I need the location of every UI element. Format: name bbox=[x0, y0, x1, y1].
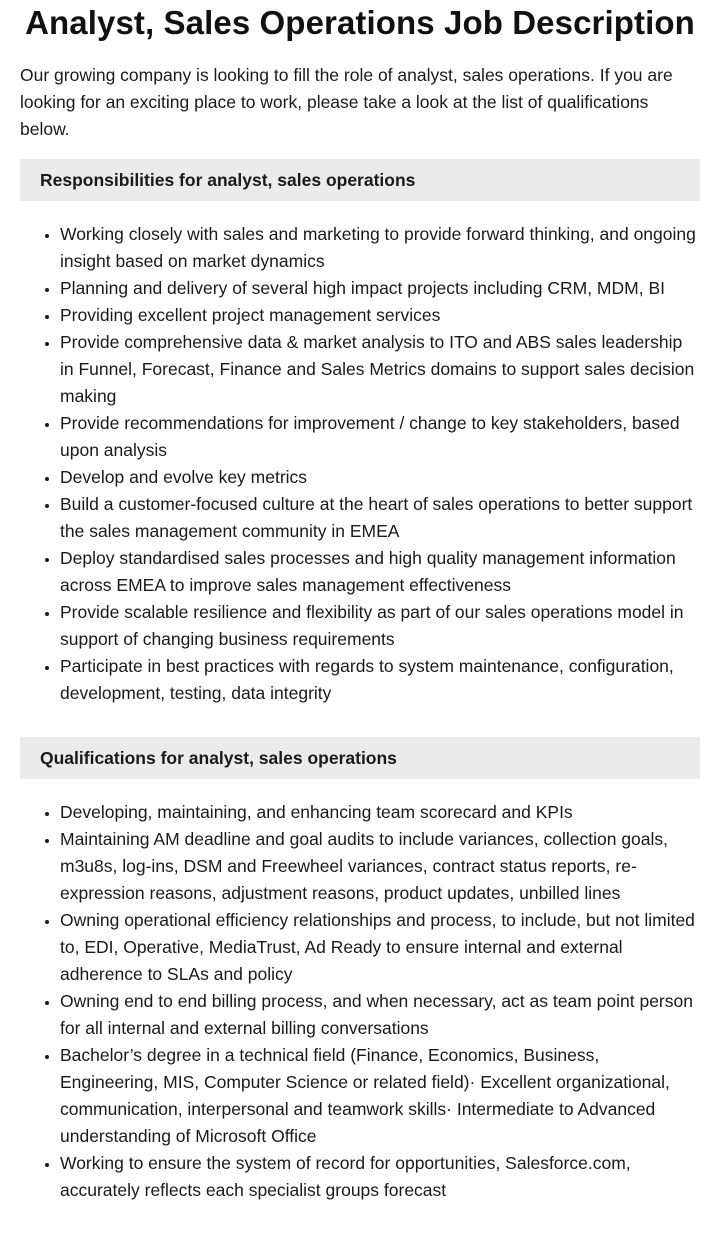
list-item: • Providing excellent project management services bbox=[60, 302, 700, 329]
list-item: • Bachelor’s degree in a technical field (Finance, Economics, Business, Engineering, MIS, Computer Science or related field)· Excellent organizational, communication, interpersonal and teamwork skills· Intermediate to Advanced understanding of Microsoft Office bbox=[60, 1042, 700, 1150]
list-item: • Provide comprehensive data & market analysis to ITO and ABS sales leadership in Funnel, Forecast, Finance and Sales Metrics domains to support sales decision making bbox=[60, 329, 700, 410]
list-item: • Provide recommendations for improvement / change to key stakeholders, based upon analysis bbox=[60, 410, 700, 464]
responsibilities-heading: Responsibilities for analyst, sales operations bbox=[20, 159, 700, 201]
intro-paragraph: Our growing company is looking to fill the role of analyst, sales operations. If you are looking for an exciting place to work, please take a look at the list of qualifications below. bbox=[20, 65, 673, 139]
page-title: Analyst, Sales Operations Job Description bbox=[25, 4, 695, 41]
list-item: • Owning end to end billing process, and when necessary, act as team point person for all internal and external billing conversations bbox=[60, 988, 700, 1042]
qualifications-list bbox=[20, 799, 700, 1204]
list-item: • Maintaining AM deadline and goal audits to include variances, collection goals, m3u8s, log-ins, DSM and Freewheel variances, contract status reports, re-expression reasons, adjustment reasons, product updates, unbilled lines bbox=[60, 826, 700, 907]
list-item: • Planning and delivery of several high impact projects including CRM, MDM, BI bbox=[60, 275, 700, 302]
list-item: • Developing, maintaining, and enhancing team scorecard and KPIs bbox=[60, 799, 700, 826]
list-item: • Owning operational efficiency relationships and process, to include, but not limited to, EDI, Operative, MediaTrust, Ad Ready to ensure internal and external adherence to SLAs and policy bbox=[60, 907, 700, 988]
qualifications-heading: Qualifications for analyst, sales operations bbox=[20, 737, 700, 779]
list-item: • Provide scalable resilience and flexibility as part of our sales operations model in support of changing business requirements bbox=[60, 599, 700, 653]
list-item: • Build a customer-focused culture at the heart of sales operations to better support the sales management community in EMEA bbox=[60, 491, 700, 545]
list-item: • Working closely with sales and marketing to provide forward thinking, and ongoing insight based on market dynamics bbox=[60, 221, 700, 275]
list-item: • Participate in best practices with regards to system maintenance, configuration, development, testing, data integrity bbox=[60, 653, 700, 707]
list-item: • Develop and evolve key metrics bbox=[60, 464, 700, 491]
list-item: • Deploy standardised sales processes and high quality management information across EMEA to improve sales management effectiveness bbox=[60, 545, 700, 599]
list-item: • Working to ensure the system of record for opportunities, Salesforce.com, accurately reflects each specialist groups forecast bbox=[60, 1150, 700, 1204]
responsibilities-list bbox=[20, 221, 700, 707]
